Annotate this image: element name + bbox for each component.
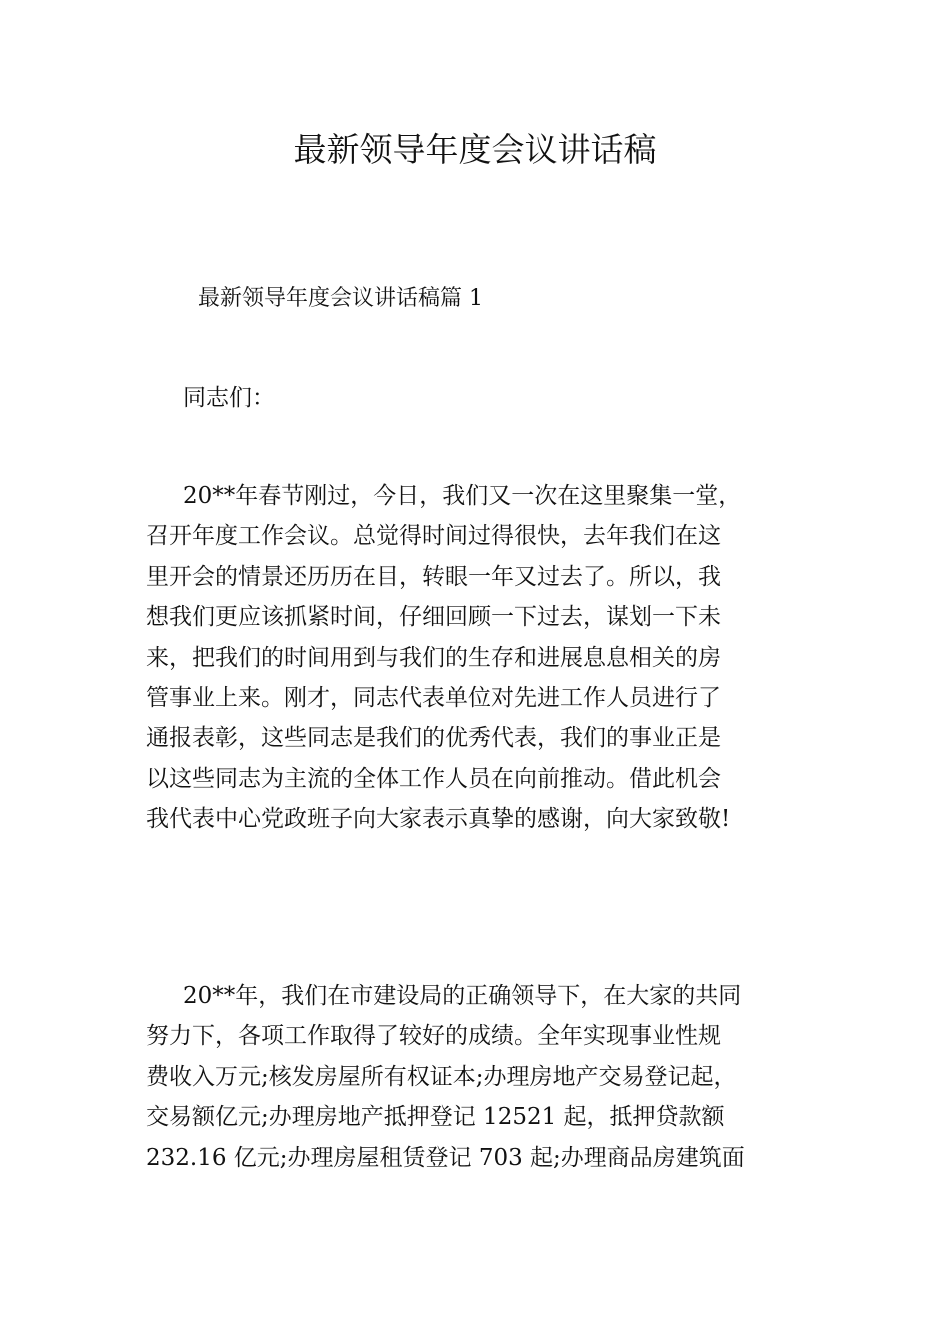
paragraph-line: 努力下，各项工作取得了较好的成绩。全年实现事业性规 [146, 1023, 721, 1050]
paragraph-line: 232.16 亿元;办理房屋租赁登记 703 起;办理商品房建筑面 [146, 1144, 745, 1171]
document-title: 最新领导年度会议讲话稿 [293, 130, 657, 169]
paragraph-line: 来，把我们的时间用到与我们的生存和进展息息相关的房 [146, 644, 721, 671]
paragraph-line: 通报表彰，这些同志是我们的优秀代表，我们的事业正是 [146, 725, 721, 752]
paragraph-line: 想我们更应该抓紧时间，仔细回顾一下过去，谋划一下未 [146, 604, 721, 631]
paragraph-line: 交易额亿元;办理房地产抵押登记 12521 起，抵押贷款额 [146, 1104, 725, 1131]
paragraph-line: 召开年度工作会议。总觉得时间过得很快，去年我们在这 [146, 523, 721, 550]
paragraph-line: 20**年，我们在市建设局的正确领导下，在大家的共同 [183, 983, 742, 1009]
greeting-line: 同志们： [183, 385, 275, 411]
paragraph-1 [146, 476, 810, 840]
paragraph-2 [146, 976, 810, 1178]
paragraph-line: 费收入万元;核发房屋所有权证本;办理房地产交易登记起， [146, 1063, 737, 1090]
paragraph-line: 里开会的情景还历历在目，转眼一年又过去了。所以，我 [146, 563, 721, 590]
paragraph-line: 20**年春节刚过，今日，我们又一次在这里聚集一堂， [183, 483, 742, 509]
paragraph-line: 管事业上来。刚才，同志代表单位对先进工作人员进行了 [146, 685, 721, 712]
greeting [146, 378, 810, 418]
paragraph-line: 以这些同志为主流的全体工作人员在向前推动。借此机会 [146, 765, 721, 792]
document-subtitle: 最新领导年度会议讲话稿篇 1 [198, 286, 483, 311]
paragraph-line: 我代表中心党政班子向大家表示真挚的感谢，向大家致敬! [146, 806, 731, 833]
